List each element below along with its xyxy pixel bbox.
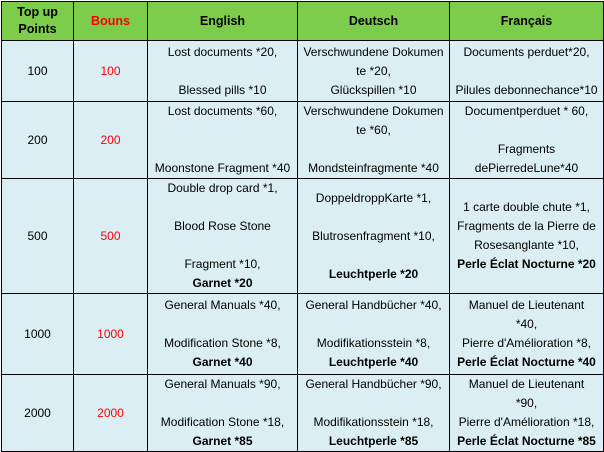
reward-line: General Handbücher *90,: [305, 377, 442, 391]
reward-line: Fragments: [497, 142, 556, 156]
reward-line: Leuchtperle *85: [328, 434, 419, 448]
points-cell: 100: [2, 41, 74, 102]
line-gap: [149, 394, 296, 413]
header-points: [2, 2, 74, 41]
reward-line: 1 carte double chute *1,: [463, 200, 590, 214]
reward-line: Pierre d'Amélioration *18,: [458, 415, 595, 429]
english-cell: [148, 102, 298, 179]
reward-line: Verschwundene Dokumen: [303, 104, 444, 118]
english-cell: [148, 179, 298, 294]
header-bonus: Bouns: [74, 2, 148, 41]
reward-line: Moonstone Fragment *40: [154, 161, 291, 175]
line-gap: [299, 208, 448, 227]
reward-line: *90,: [515, 396, 538, 410]
reward-line: Modifikationsstein *8,: [316, 336, 431, 350]
points-cell: 1000: [2, 294, 74, 375]
table-row: [2, 294, 604, 375]
header-english: English: [148, 2, 298, 41]
reward-line: Blessed pills *10: [178, 82, 267, 97]
header-points-line: Top up: [17, 5, 58, 19]
francais-cell: [450, 375, 604, 452]
bonus-cell: 1000: [74, 294, 148, 375]
reward-line: Pierre d'Amélioration *8,: [461, 336, 592, 350]
reward-line: Glückspillen *10: [330, 82, 417, 97]
reward-line: Pilules debonnechance*10: [455, 82, 598, 97]
reward-line: Manuel de Lieutenant: [468, 298, 585, 312]
reward-line: Rosesanglante *10,: [474, 238, 579, 252]
reward-line: Documents perduet*20,: [463, 44, 590, 59]
deutsch-cell: [298, 179, 450, 294]
reward-line: te *20,: [356, 63, 391, 78]
reward-line: General Handbücher *40,: [305, 298, 442, 312]
reward-line: Lost documents *60,: [167, 104, 278, 118]
reward-line: Lost documents *20,: [167, 44, 278, 59]
reward-line: te *60,: [356, 123, 391, 137]
reward-line: Garnet *20: [192, 276, 253, 290]
reward-line: DoppeldroppKarte *1,: [315, 190, 432, 205]
line-gap: [149, 198, 296, 217]
line-gap: [149, 236, 296, 255]
reward-line: Leuchtperle *40: [328, 355, 419, 369]
reward-line: Double drop card *1,: [167, 181, 278, 195]
francais-cell: [450, 294, 604, 375]
table-row: [2, 41, 604, 102]
line-gap: [149, 121, 296, 140]
deutsch-cell: [298, 41, 450, 102]
reward-line: Perle Éclat Nocturne *85: [457, 434, 596, 448]
reward-line: General Manuals *90,: [164, 377, 281, 391]
header-francais: Français: [450, 2, 604, 41]
bonus-cell: 500: [74, 179, 148, 294]
line-gap: [451, 121, 602, 140]
reward-line: Documentperduet * 60,: [464, 104, 589, 118]
header-points-line: Points: [18, 22, 57, 36]
english-cell: [148, 375, 298, 452]
deutsch-cell: [298, 294, 450, 375]
reward-line: Verschwundene Dokumen: [303, 44, 444, 59]
points-cell: 200: [2, 102, 74, 179]
line-gap: [451, 62, 602, 81]
line-gap: [299, 140, 448, 159]
reward-table: [1, 1, 604, 452]
table-row: [2, 375, 604, 452]
table-row: [2, 102, 604, 179]
reward-line: Blutrosenfragment *10,: [312, 228, 435, 243]
line-gap: [299, 394, 448, 413]
reward-line: Modification Stone *18,: [160, 415, 285, 429]
points-cell: 500: [2, 179, 74, 294]
reward-line: Garnet *85: [192, 434, 253, 448]
reward-line: Leuchtperle *20: [328, 266, 419, 281]
francais-cell: [450, 41, 604, 102]
reward-line: Modifikationsstein *18,: [313, 415, 434, 429]
reward-line: Blood Rose Stone: [174, 219, 271, 233]
line-gap: [149, 62, 296, 81]
deutsch-cell: [298, 102, 450, 179]
line-gap: [299, 315, 448, 334]
francais-cell: [450, 102, 604, 179]
reward-line: Perle Éclat Nocturne *20: [457, 257, 596, 271]
line-gap: [149, 140, 296, 159]
reward-line: Fragment *10,: [184, 257, 261, 271]
line-gap: [149, 315, 296, 334]
header-deutsch: Deutsch: [298, 2, 450, 41]
english-cell: [148, 41, 298, 102]
line-gap: [299, 246, 448, 265]
bonus-cell: 2000: [74, 375, 148, 452]
bonus-cell: 200: [74, 102, 148, 179]
header-row: [2, 2, 604, 41]
deutsch-cell: [298, 375, 450, 452]
points-cell: 2000: [2, 375, 74, 452]
reward-line: General Manuals *40,: [164, 298, 281, 312]
english-cell: [148, 294, 298, 375]
reward-line: *40,: [515, 317, 538, 331]
reward-line: Fragments de la Pierre de: [457, 219, 596, 233]
reward-line: Modification Stone *8,: [164, 336, 281, 350]
reward-line: Mondsteinfragmente *40: [308, 161, 439, 175]
francais-cell: [450, 179, 604, 294]
table-row: [2, 179, 604, 294]
reward-line: Garnet *40: [192, 355, 253, 369]
bonus-cell: 100: [74, 41, 148, 102]
reward-line: dePierredeLune*40: [474, 161, 579, 175]
reward-line: Manuel de Lieutenant: [468, 377, 585, 391]
reward-line: Perle Éclat Nocturne *40: [457, 355, 596, 369]
